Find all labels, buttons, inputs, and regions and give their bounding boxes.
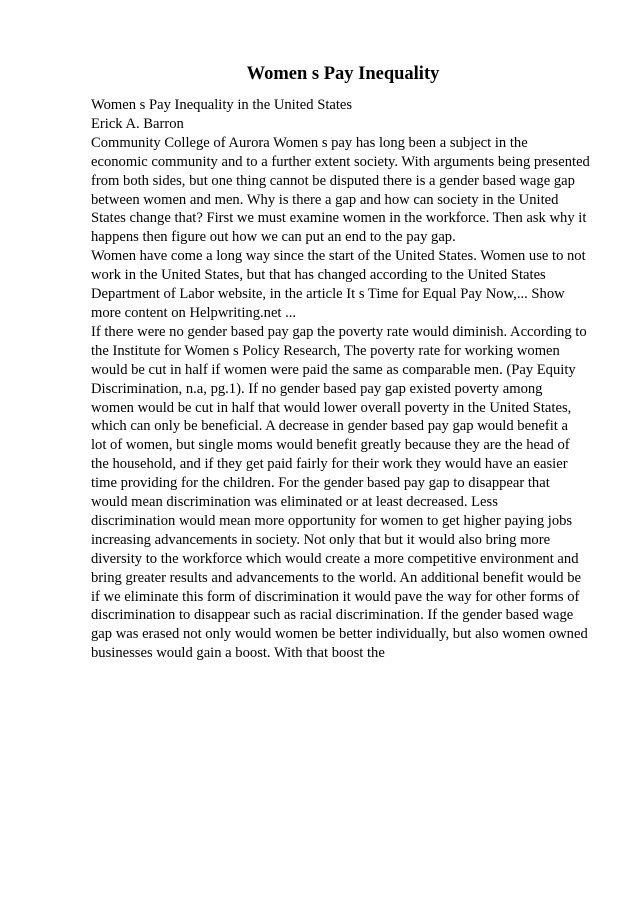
- text-line: would be cut in half if women were paid the same as comparable men. (Pay Equity: [91, 361, 576, 378]
- text-line: If there were no gender based pay gap the poverty rate would diminish. According to: [91, 323, 587, 340]
- text-line: which can only be beneficial. A decrease in gender based pay gap would benefit a: [91, 418, 568, 435]
- text-line: gap was erased not only would women be better individually, but also women owned: [91, 626, 588, 643]
- text-line: time providing for the children. For the gender based pay gap to disappear that: [91, 475, 550, 492]
- text-line: the household, and if they get paid fairly for their work they would have an easier: [91, 456, 568, 473]
- text-line: Department of Labor website, in the article It s Time for Equal Pay Now,... Show: [91, 286, 565, 303]
- text-line: if we eliminate this form of discrimination it would pave the way for other forms of: [91, 588, 580, 605]
- text-line: Erick A. Barron: [91, 115, 184, 132]
- text-line: Community College of Aurora Women s pay has long been a subject in the: [91, 134, 528, 151]
- text-line: States change that? First we must examine women in the workforce. Then ask why it: [91, 210, 587, 227]
- document-title: Women s Pay Inequality: [246, 64, 440, 84]
- text-line: happens then figure out how we can put an end to the pay gap.: [91, 229, 456, 246]
- text-line: economic community and to a further extent society. With arguments being presented: [91, 153, 590, 170]
- text-line: women would be cut in half that would lower overall poverty in the United States,: [91, 399, 572, 416]
- text-line: would mean discrimination was eliminated or at least decreased. Less: [91, 494, 498, 511]
- text-line: discrimination to disappear such as racial discrimination. If the gender based wage: [91, 607, 574, 624]
- text-line: discrimination would mean more opportunity for women to get higher paying jobs: [91, 512, 573, 529]
- text-line: more content on Helpwriting.net ...: [91, 304, 297, 321]
- text-line: businesses would gain a boost. With that boost the: [91, 645, 385, 662]
- text-line: the Institute for Women s Policy Research, The poverty rate for working women: [91, 342, 560, 359]
- text-line: work in the United States, but that has changed according to the United States: [91, 267, 546, 284]
- text-line: Discrimination, n.a, pg.1). If no gender based pay gap existed poverty among: [91, 380, 543, 397]
- text-line: increasing advancements in society. Not only that but it would also bring more: [91, 531, 551, 548]
- text-line: Women s Pay Inequality in the United States: [91, 97, 353, 113]
- text-line: diversity to the workforce which would create a more competitive environment and: [91, 550, 579, 567]
- text-line: lot of women, but single moms would benefit greatly because they are the head of: [91, 437, 570, 454]
- text-line: from both sides, but one thing cannot be disputed there is a gender based wage gap: [91, 172, 575, 189]
- text-line: Women have come a long way since the start of the United States. Women use to not: [91, 248, 586, 265]
- document-body: [91, 96, 601, 663]
- text-line: bring greater results and advancements to the world. An additional benefit would be: [91, 569, 581, 586]
- text-line: between women and men. Why is there a gap and how can society in the United: [91, 191, 559, 208]
